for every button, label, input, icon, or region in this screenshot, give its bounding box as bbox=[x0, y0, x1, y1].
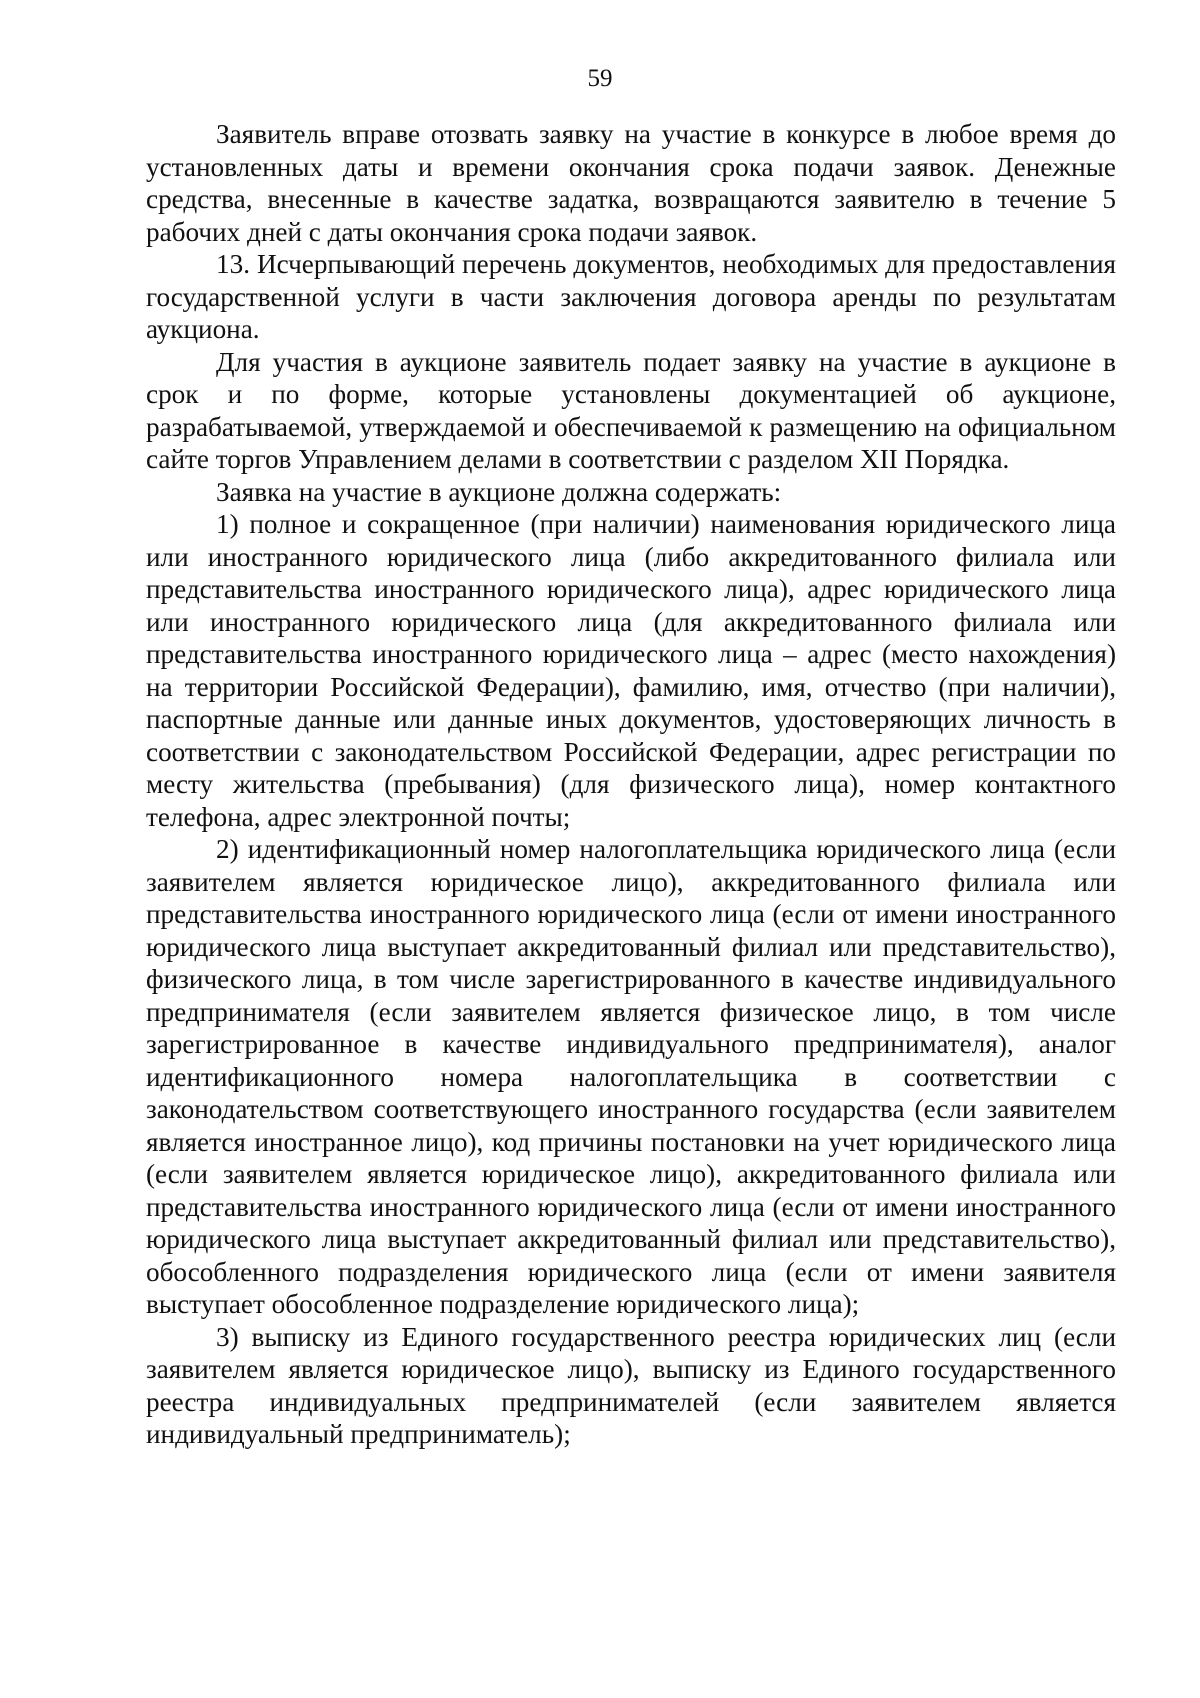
list-item-1: 1) полное и сокращенное (при наличии) наименования юридического лица или иностранного юридического лица (либо аккредитованного филиала или представительства иностранного юридического лица), адрес юридического лица или иностранного юридического лица (для аккредитованного филиала или представительства иностранного юридического лица – адрес (место нахождения) на территории Российской Федерации), фамилию, имя, отчество (при наличии), паспортные данные или данные иных документов, удостоверяющих личность в соответствии с законодательством Российской Федерации, адрес регистрации по месту жительства (пребывания) (для физического лица), номер контактного телефона, адрес электронной почты; bbox=[146, 509, 1116, 832]
paragraph-section-13: 13. Исчерпывающий перечень документов, необходимых для предоставления государственной услуги в части заключения договора аренды по результатам аукциона. bbox=[146, 249, 1116, 344]
paragraph-application-contents: Заявка на участие в аукционе должна содержать: bbox=[216, 476, 782, 507]
list-item-2: 2) идентификационный номер налогоплательщика юридического лица (если заявителем является юридическое лицо), аккредитованного филиала или представительства иностранного юридического лица (если от имени иностранного юридического лица выступает аккредитованный филиал или представительство), физического лица, в том числе зарегистрированного в качестве индивидуального предпринимателя (если заявителем является физическое лицо, в том числе зарегистрированное в качестве индивидуального предпринимателя), аналог идентификационного номера налогоплательщика в соответствии с законодательством соответствующего иностранного государства (если заявителем является иностранное лицо), код причины постановки на учет юридического лица (если заявителем является юридическое лицо), аккредитованного филиала или представительства иностранного юридического лица (если от имени иностранного юридического лица выступает аккредитованный филиал или представительство), обособленного подразделения юридического лица (если от имени заявителя выступает обособленное подразделение юридического лица); bbox=[146, 834, 1116, 1319]
paragraph-auction-participation: Для участия в аукционе заявитель подает заявку на участие в аукционе в срок и по форме, которые установлены документацией об аукционе, разрабатываемой, утверждаемой и обеспечиваемой к размещению на официальном сайте торгов Управлением делами в соответствии с разделом XII Порядка. bbox=[146, 346, 1116, 474]
page-number: 59 bbox=[587, 65, 613, 92]
document-body bbox=[146, 118, 1116, 1451]
list-item-3: 3) выписку из Единого государственного реестра юридических лиц (если заявителем является юридическое лицо), выписку из Единого государственного реестра индивидуальных предпринимателей (если заявителем является индивидуальный предприниматель); bbox=[146, 1321, 1116, 1449]
paragraph-withdraw-application: Заявитель вправе отозвать заявку на участие в конкурсе в любое время до установленных даты и времени окончания срока подачи заявок. Денежные средства, внесенные в качестве задатка, возвращаются заявителю в течение 5 рабочих дней с даты окончания срока подачи заявок. bbox=[146, 119, 1116, 247]
